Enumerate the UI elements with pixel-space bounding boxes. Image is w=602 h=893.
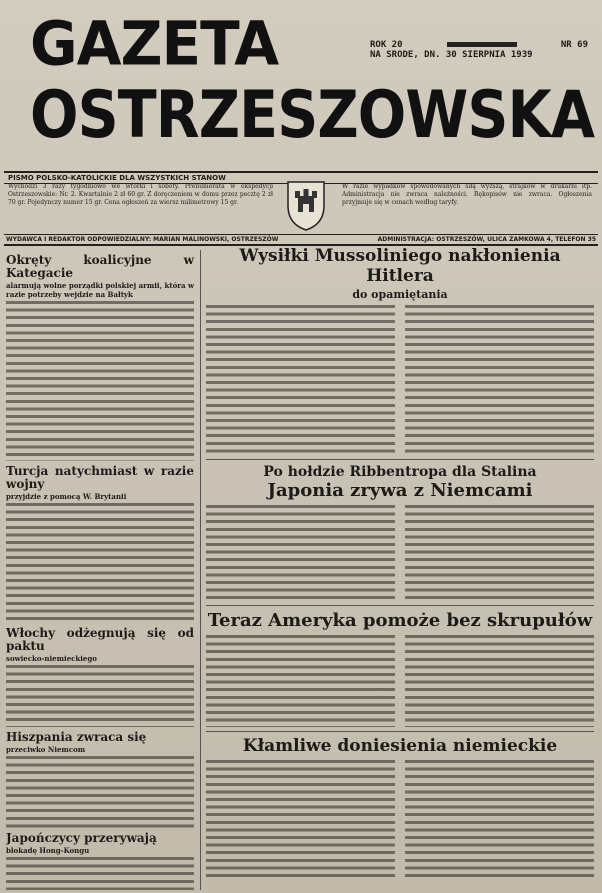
headline: Japonia zrywa z Niemcami xyxy=(267,480,533,501)
headline: Wysiłki Mussoliniego nakłonienia Hitlera xyxy=(239,246,561,286)
publisher-info: WYDAWCA I REDAKTOR ODPOWIEDZIALNY: MARIAN MALINOWSKI, OSTRZESZÓW xyxy=(6,236,279,243)
article-title: Turcja natychmiast w razie wojny xyxy=(6,464,194,491)
article-japonia xyxy=(206,464,594,601)
title-line-1: GAZETA xyxy=(30,8,279,80)
town-crest-icon xyxy=(276,176,336,232)
paper-subtitle: PISMO POLSKO-KATOLICKIE DLA WSZYSTKICH STANOW xyxy=(8,174,226,182)
article-body xyxy=(206,305,594,455)
article-title: Hiszpania zwraca się xyxy=(6,730,147,744)
article-subtitle: alarmują wolne porządki polskiej armii, która w razie potrzeby wejdzie na Bałtyk xyxy=(6,281,194,299)
article-body xyxy=(206,505,594,601)
article-body xyxy=(206,760,594,878)
article-subtitle: przeciwko Niemcom xyxy=(6,745,86,754)
article-turcja xyxy=(6,465,194,623)
issue-year: ROK 20 xyxy=(370,40,403,50)
masthead xyxy=(0,0,602,170)
notice-info: W razie wypadków spowodowanych siłą wyższą, strajków w drukarni itp. Administracja nie zwraca należności. Rękopisów nie zwraca. Ogłoszenia przyjmuje się w cenach według taryfy. xyxy=(342,183,592,206)
subscription-info: Wychodzi 3 razy tygodniowo we wtorki i soboty. Prenumerata w ekspedycji Ostrzeszowskie: Nr. 2. Kwartalnie 2 zł 60 gr. Z doręczeniem w domu przez pocztę 2 zł 70 gr. Pojedynczy numer 15 gr. Cena ogłoszeń za wiersz milimetrowy 15 gr. xyxy=(8,183,273,206)
article-hiszpania xyxy=(6,731,194,828)
article-body xyxy=(6,857,194,890)
article-okrety xyxy=(6,254,194,461)
article-body xyxy=(206,635,594,727)
article-klamliwe xyxy=(206,736,594,878)
article-ameryka xyxy=(206,610,594,727)
article-body xyxy=(6,756,194,828)
issue-number: NR 69 xyxy=(560,40,588,50)
article-title: Okręty koalicyjne w Kategacie xyxy=(6,253,194,280)
main-column xyxy=(206,246,594,878)
article-body xyxy=(6,503,194,623)
issue-date: NA SRODE, DN. 30 SIERPNIA 1939 xyxy=(370,50,533,60)
left-column xyxy=(6,250,201,890)
headline: Kłamliwe doniesienia niemieckie xyxy=(242,736,558,756)
article-body xyxy=(6,665,194,727)
article-body xyxy=(6,301,194,461)
article-wlochy xyxy=(6,627,194,727)
article-japonczycy xyxy=(6,832,194,890)
publisher-bar xyxy=(4,234,598,246)
issue-info xyxy=(370,40,588,60)
title-line-2: OSTRZESZOWSKA xyxy=(30,76,595,153)
administration-info: ADMINISTRACJA: OSTRZESZÓW, ULICA ZAMKOWA 4, TELEFON 35 xyxy=(377,236,596,243)
headline: Teraz Ameryka pomoże bez skrupułów xyxy=(207,610,593,631)
article-title: Japończycy przerywają xyxy=(6,831,157,845)
article-subtitle: blokadę Hong-Kongu xyxy=(6,846,90,855)
article-subtitle: sowiecko-niemieckiego xyxy=(6,654,97,663)
headline-subtitle: do opamiętania xyxy=(352,288,448,301)
headline-kicker: Po hołdzie Ribbentropa dla Stalina xyxy=(263,464,537,480)
article-subtitle: przyjdzie z pomocą W. Brytanii xyxy=(6,492,127,501)
article-mussolini xyxy=(206,246,594,455)
article-title: Włochy odżegnują się od paktu xyxy=(6,626,194,653)
